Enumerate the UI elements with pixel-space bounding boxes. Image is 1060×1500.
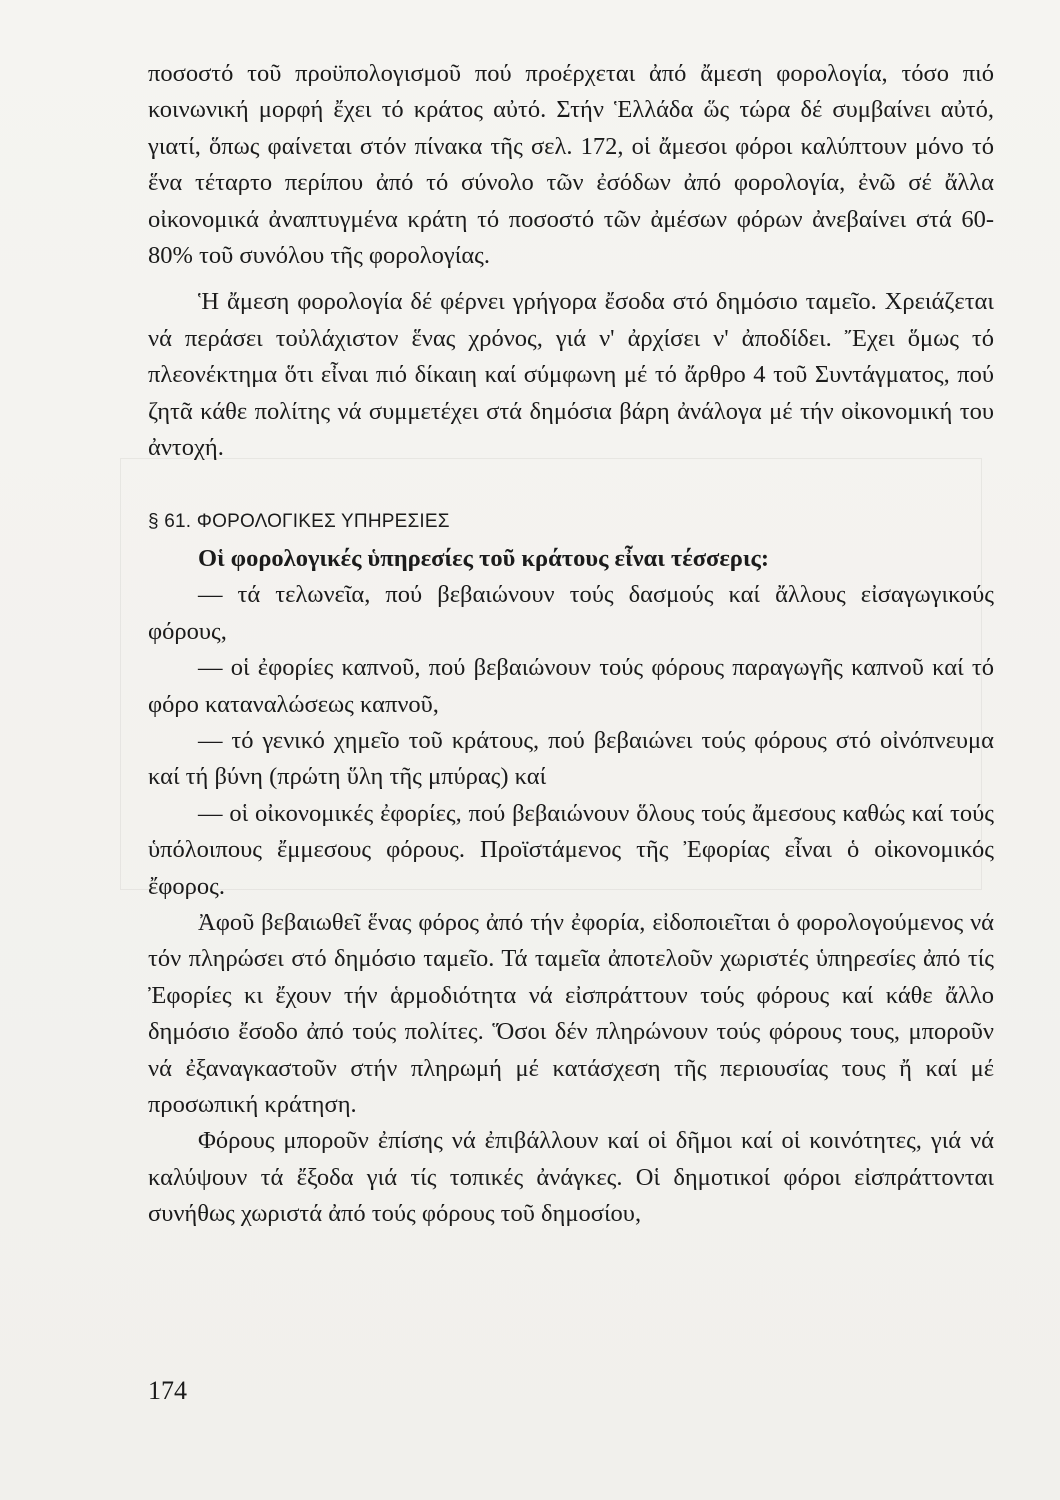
paragraph-payment: Ἀφοῦ βεβαιωθεῖ ἕνας φόρος ἀπό τήν ἐφορία, εἰδοποιεῖται ὁ φορολογούμενος νά τόν πληρώσει στό δημόσιο ταμεῖο. Τά ταμεῖα ἀποτελοῦν χωριστές ὑπηρεσίες ἀπό τίς Ἐφορίες κι ἔχουν τήν ἁρμοδιότητα νά εἰσπράττουν τούς φόρους καί κάθε ἄλλο δημόσιο ἔσοδο ἀπό τούς πολίτες. Ὅσοι δέν πληρώνουν τούς φόρους τους, μποροῦν νά ἐξαναγκαστοῦν στήν πληρωμή μέ κατάσχεση τῆς περιουσίας τους ἤ καί μέ προσωπική κράτηση. <box>148 908 994 1118</box>
page-number: 174 <box>148 1376 187 1405</box>
service-customs: — τά τελωνεῖα, πού βεβαιώνουν τούς δασμούς καί ἄλλους εἰσαγωγικούς φόρους, <box>148 581 994 645</box>
paragraph-municipal-taxes: Φόρους μποροῦν ἐπίσης νά ἐπιβάλλουν καί οἱ δῆμοι καί οἱ κοινότητες, γιά νά καλύψουν τά ἔξοδα γιά τίς τοπικές ἀνάγκες. Οἱ δημοτικοί φόροι εἰσπράττονται συνήθως χωριστά ἀπό τούς φόρους τοῦ δημοσίου, <box>148 1127 994 1228</box>
paragraph-2: Ἡ ἄμεση φορολογία δέ φέρνει γρήγορα ἔσοδα στό δημόσιο ταμεῖο. Χρειάζεται νά περάσει τοὐλάχιστον ἕνας χρόνος, γιά ν' ἀρχίσει ν' ἀποδίδει. Ἔχει ὅμως τό πλεονέκτημα ὅτι εἶναι πιό δίκαιη καί σύμφωνη μέ τό ἄρθρο 4 τοῦ Συντάγματος, πού ζητᾶ κάθε πολίτης νά συμμετέχει στά δημόσια βάρη ἀνάλογα μέ τήν οἰκονομική του ἀντοχή. <box>148 288 994 462</box>
service-general-chemistry: — τό γενικό χημεῖο τοῦ κράτους, πού βεβαιώνει τούς φόρους στό οἰνόπνευμα καί τή βύνη (πρώτη ὕλη τῆς μπύρας) καί <box>148 726 994 791</box>
service-tobacco-offices: — οἱ ἐφορίες καπνοῦ, πού βεβαιώνουν τούς φόρους παραγωγῆς καπνοῦ καί τό φόρο καταναλώσεως καπνοῦ, <box>148 654 994 718</box>
section-heading: § 61. ΦΟΡΟΛΟΓΙΚΕΣ ΥΠΗΡΕΣΙΕΣ <box>148 511 450 533</box>
page-body <box>148 56 994 1233</box>
paragraph-1: ποσοστό τοῦ προϋπολογισμοῦ πού προέρχεται ἀπό ἄμεση φορολογία, τόσο πιό κοινωνική μορφή ἔχει τό κράτος αὐτό. Στήν Ἑλλάδα ὥς τώρα δέ συμβαίνει αὐτό, γιατί, ὅπως φαίνεται στόν πίνακα τῆς σελ. 172, οἱ ἄμεσοι φόροι καλύπτουν μόνο τό ἕνα τέταρτο περίπου ἀπό τό σύνολο τῶν ἐσόδων ἀπό φορολογία, ἐνῶ σέ ἄλλα οἰκονομικά ἀναπτυγμένα κράτη τό ποσοστό τῶν ἀμέσων φόρων ἀνεβαίνει στά 60-80% τοῦ συνόλου τῆς φορολογίας. <box>148 60 994 270</box>
services-intro: Οἱ φορολογικές ὑπηρεσίες τοῦ κράτους εἶναι τέσσερις: <box>198 544 770 572</box>
service-tax-offices: — οἱ οἰκονομικές ἐφορίες, πού βεβαιώνουν ὅλους τούς ἄμεσους καθώς καί τούς ὑπόλοιπους ἔμμεσους φόρους. Προϊστάμενος τῆς Ἐφορίας εἶναι ὁ οἰκονομικός ἔφορος. <box>148 799 994 900</box>
